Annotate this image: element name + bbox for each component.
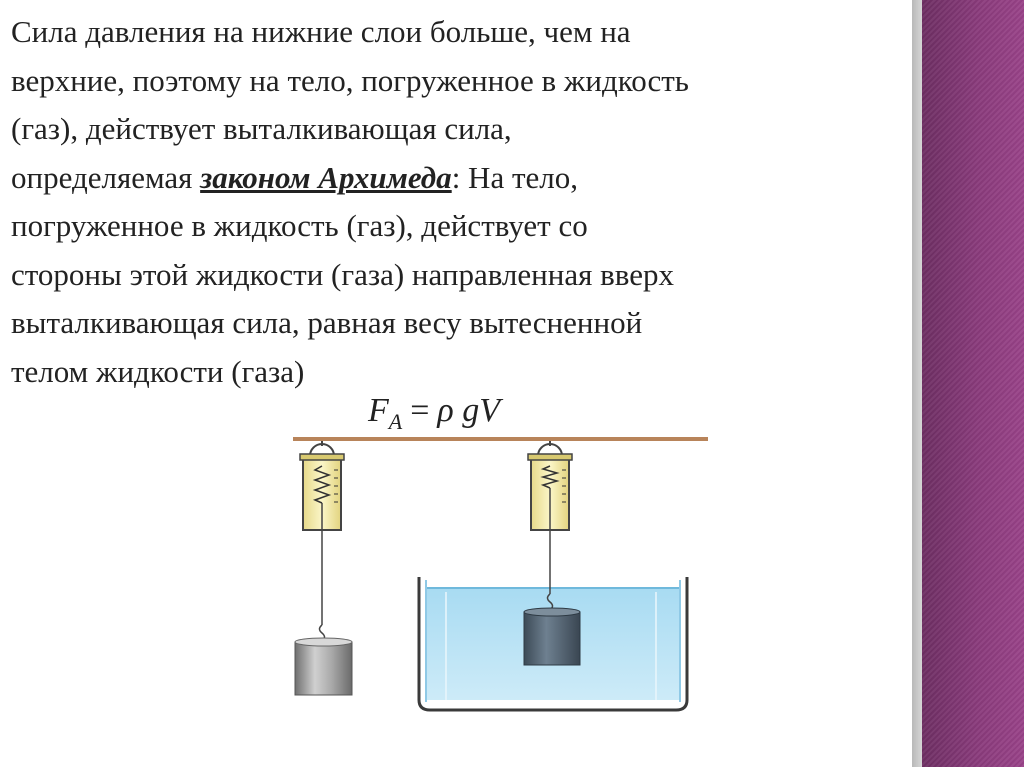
left-dynamometer xyxy=(300,441,344,641)
formula-rhs: ρ gV xyxy=(437,392,501,429)
formula-subscript: A xyxy=(388,409,403,434)
formula-force: F xyxy=(368,392,389,429)
weight-in-air xyxy=(295,638,352,695)
text-line: верхние, поэтому на тело, погруженное в жидкость xyxy=(11,62,689,98)
text-line: : На тело, xyxy=(451,159,578,195)
support-beam xyxy=(293,437,708,441)
right-dynamometer xyxy=(528,441,572,610)
formula-equals: = xyxy=(410,392,430,429)
text-line: определяемая xyxy=(11,159,201,195)
text-line: (газ), действует выталкивающая сила, xyxy=(11,111,512,146)
text-line: Сила давления на нижние слои больше, чем на xyxy=(11,14,631,49)
text-line: телом жидкости (газа) xyxy=(11,353,305,389)
text-line: стороны этой жидкости (газа) направленная вверх xyxy=(11,256,674,292)
weight-in-water xyxy=(524,608,580,665)
text-line: выталкивающая сила, равная весу вытесненной xyxy=(11,305,643,340)
archimedes-law-term: законом Архимеда xyxy=(200,159,452,195)
text-line: погруженное в жидкость (газ), действует со xyxy=(11,208,588,243)
